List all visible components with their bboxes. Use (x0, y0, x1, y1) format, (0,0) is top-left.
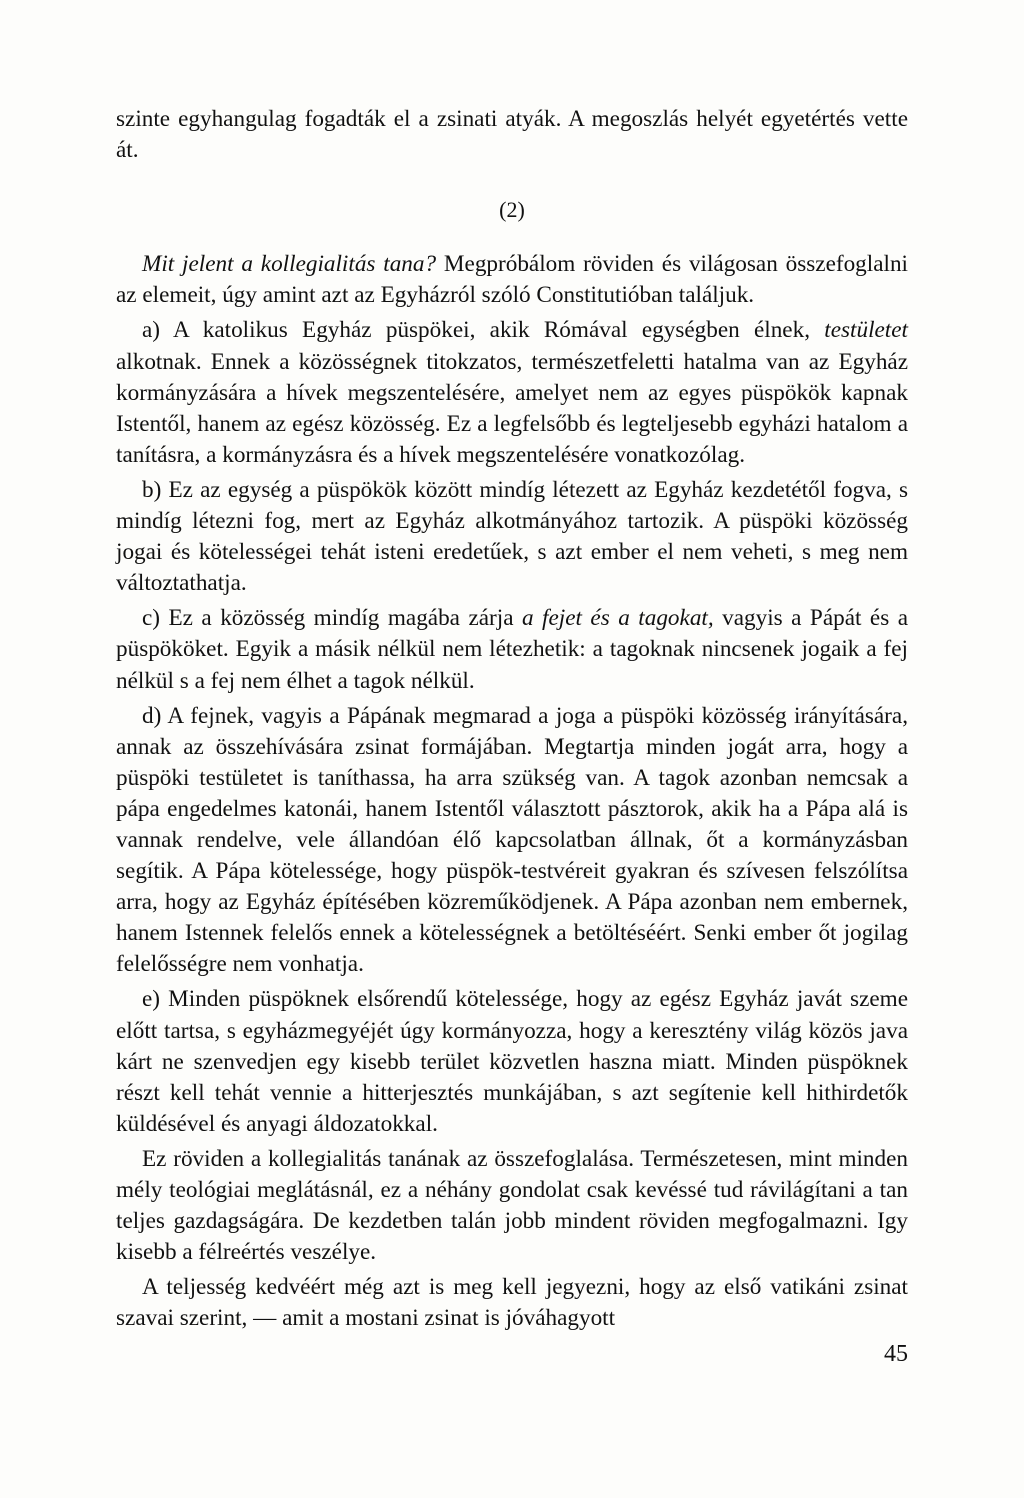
paragraph-a-text: alkotnak. Ennek a közösségnek titokzatos, természetfeletti hatalma van az Egyház kormányzására a hívek megszentelésére, amelyet nem az egyes püspökök kapnak Istentől, hanem az egész közösség. Ez a legfelsőbb és legteljesebb egyházi hatalom a tanításra, a kormányzásra és a hívek megszentelésére vonatkozólag. (116, 348, 908, 468)
section-number: (2) (499, 197, 525, 223)
paragraph-summary: Ez röviden a kollegialitás tanának az összefoglalása. Természetesen, mint minden mély teológiai meglátásnál, ez a néhány gondolat csak kevéssé tud rávilágítani a tan teljes gazdagságára. De kezdetben talán jobb mindent röviden megfogalmazni. Igy kisebb a félreértés veszélye. (116, 1145, 908, 1266)
paragraph-continuation: szinte egyhangulag fogadták el a zsinati atyák. A megoszlás helyét egyetértés vette át. (116, 106, 908, 164)
paragraph-a-lead: a) A katolikus Egyház püspökei, akik Rómával egységben élnek, (142, 317, 825, 344)
paragraph-c-emphasis: a fejet és a tagokat, (521, 605, 714, 632)
page-number: 45 (884, 1341, 908, 1367)
body-text (116, 104, 908, 1334)
paragraph-b: b) Ez az egység a püspökök között mindíg létezett az Egyház kezdetétől fogva, s mindíg létezni fog, mert az Egyház alkotmányához tartozik. A püspöki közösség jogai és kötelességei tehát isteni eredetűek, s azt ember el nem veheti, s meg nem változtathatja. (116, 476, 908, 597)
intro-text: Megpróbálom röviden és világosan összefoglalni az elemeit, úgy amint azt az Egyházról szóló Constitutióban találjuk. (116, 251, 908, 309)
paragraph-c-lead: c) Ez a közösség mindíg magába zárja (142, 605, 522, 632)
intro-question: Mit jelent a kollegialitás tana? (142, 251, 437, 278)
paragraph-a (116, 315, 908, 470)
paragraph-c-text: vagyis a Pápát és a püspököket. Egyik a másik nélkül nem létezhetik: a tagoknak nincsenek jogaik a fej nélkül s a fej nem élhet a tagok nélkül. (116, 605, 909, 694)
paragraph-a-emphasis: testületet (824, 317, 908, 344)
paragraph-d: d) A fejnek, vagyis a Pápának megmarad a joga a püspöki közösség irányítására, annak az összehívására zsinat formájában. Megtartja minden jogát arra, hogy a püspöki testületet is taníthassa, ha arra szükség van. A tagok azonban nemcsak a pápa engedelmes katonái, hanem Istentől választott pásztorok, akik ha a Pápa alá is vannak rendelve, vele állandóan élő kapcsolatban állnak, őt a kormányzásban segítik. A Pápa kötelessége, hogy püspök-testvéreit gyakran és szívesen felszólítsa arra, hogy az Egyház építésében közreműködjenek. A Pápa azonban nem embernek, hanem Istennek felelős ennek a kötelességnek a betöltéséért. Senki ember őt jogilag felelősségre nem vonhatja. (116, 702, 908, 978)
paragraph-c (116, 603, 908, 696)
paragraph-e: e) Minden püspöknek elsőrendű kötelessége, hogy az egész Egyház javát szeme előtt tartsa, s egyházmegyéjét úgy kormányozza, hogy a keresztény világ közös java kárt ne szenvedjen egy kisebb terület közvetlen haszna miatt. Minden püspöknek részt kell tehát vennie a hitterjesztés munkájában, s azt segítenie kell hithirdetők küldésével és anyagi áldozatokkal. (116, 986, 908, 1137)
paragraph-final: A teljesség kedvéért még azt is meg kell jegyezni, hogy az első vatikáni zsinat szavai szerint, — amit a mostani zsinat is jóváhagyott (116, 1274, 908, 1332)
paragraph-intro (116, 249, 908, 311)
